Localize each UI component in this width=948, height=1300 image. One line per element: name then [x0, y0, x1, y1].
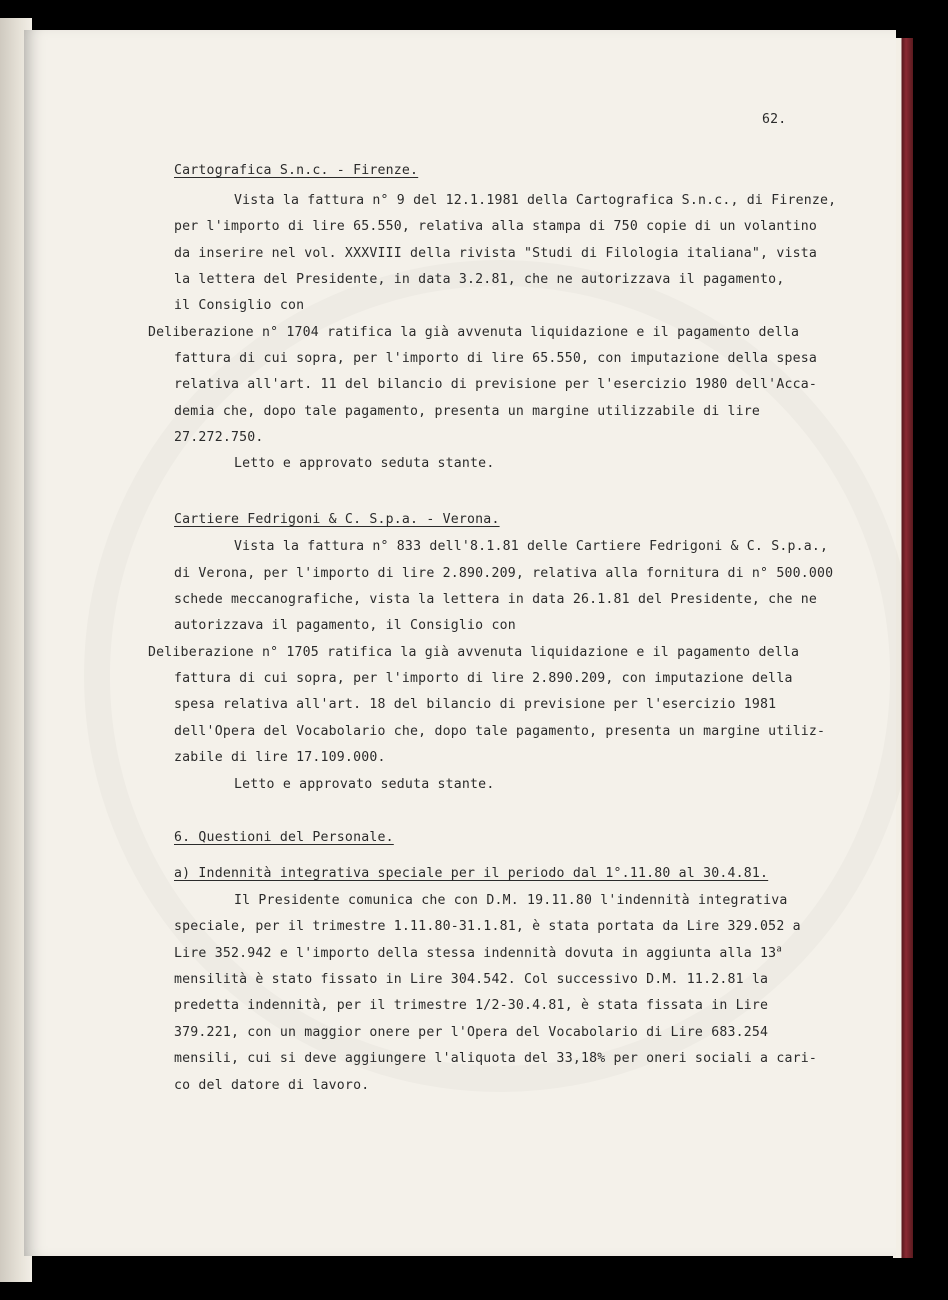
text-line: relativa all'art. 11 del bilancio di previsione per l'esercizio 1980 dell'Acca-: [174, 377, 818, 392]
text-line: 379.221, con un maggior onere per l'Opera del Vocabolario di Lire 683.254: [174, 1025, 769, 1040]
text-line: zabile di lire 17.109.000.: [174, 750, 386, 765]
text-line: co del datore di lavoro.: [174, 1078, 370, 1093]
text-line: da inserire nel vol. XXXVIII della rivista "Studi di Filologia italiana", vista: [174, 246, 818, 261]
text-line: Lire 352.942 e l'importo della stessa indennità dovuta in aggiunta alla 13$^a$: [174, 944, 782, 961]
text-line: Letto e approvato seduta stante.: [234, 456, 495, 471]
text-line: Deliberazione n° 1705 ratifica la già avvenuta liquidazione e il pagamento della: [148, 645, 800, 660]
text-line: speciale, per il trimestre 1.11.80-31.1.81, è stata portata da Lire 329.052 a: [174, 919, 801, 934]
text-line: Deliberazione n° 1704 ratifica la già avvenuta liquidazione e il pagamento della: [148, 325, 800, 340]
page-number: 62.: [762, 112, 787, 127]
text-line: la lettera del Presidente, in data 3.2.81, che ne autorizzava il pagamento,: [174, 272, 785, 287]
text-line: 27.272.750.: [174, 430, 264, 445]
text-line: predetta indennità, per il trimestre 1/2-30.4.81, è stata fissata in Lire: [174, 998, 769, 1013]
text-line: Letto e approvato seduta stante.: [234, 777, 495, 792]
text-line: per l'importo di lire 65.550, relativa alla stampa di 750 copie di un volantino: [174, 219, 818, 234]
text-line: fattura di cui sopra, per l'importo di lire 2.890.209, con imputazione della: [174, 671, 793, 686]
text-line: mensilità è stato fissato in Lire 304.542. Col successivo D.M. 11.2.81 la: [174, 972, 769, 987]
text-line: dell'Opera del Vocabolario che, dopo tale pagamento, presenta un margine utiliz-: [174, 724, 826, 739]
text-line: spesa relativa all'art. 18 del bilancio di previsione per l'esercizio 1981: [174, 697, 777, 712]
superscript: a: [776, 944, 782, 955]
section-heading: a) Indennità integrativa speciale per il periodo dal 1°.11.80 al 30.4.81.: [174, 866, 769, 881]
text-line: fattura di cui sopra, per l'importo di lire 65.550, con imputazione della spesa: [174, 351, 818, 366]
document-page: [24, 30, 896, 1256]
text-line: schede meccanografiche, vista la lettera in data 26.1.81 del Presidente, che ne: [174, 592, 818, 607]
section-heading: Cartografica S.n.c. - Firenze.: [174, 163, 419, 178]
text-line: Vista la fattura n° 9 del 12.1.1981 della Cartografica S.n.c., di Firenze,: [234, 193, 837, 208]
text-line: Il Presidente comunica che con D.M. 19.11.80 l'indennità integrativa: [234, 893, 788, 908]
section-heading: 6. Questioni del Personale.: [174, 830, 394, 845]
text-line: di Verona, per l'importo di lire 2.890.209, relativa alla fornitura di n° 500.000: [174, 566, 834, 581]
section-heading: Cartiere Fedrigoni & C. S.p.a. - Verona.: [174, 512, 500, 527]
text-line: il Consiglio con: [174, 298, 305, 313]
text-line: demia che, dopo tale pagamento, presenta un margine utilizzabile di lire: [174, 404, 761, 419]
text-line: autorizzava il pagamento, il Consiglio con: [174, 618, 516, 633]
text-line: Vista la fattura n° 833 dell'8.1.81 delle Cartiere Fedrigoni & C. S.p.a.,: [234, 539, 829, 554]
text-line: mensili, cui si deve aggiungere l'aliquota del 33,18% per oneri sociali a cari-: [174, 1051, 818, 1066]
book-edge-right: [893, 38, 913, 1258]
